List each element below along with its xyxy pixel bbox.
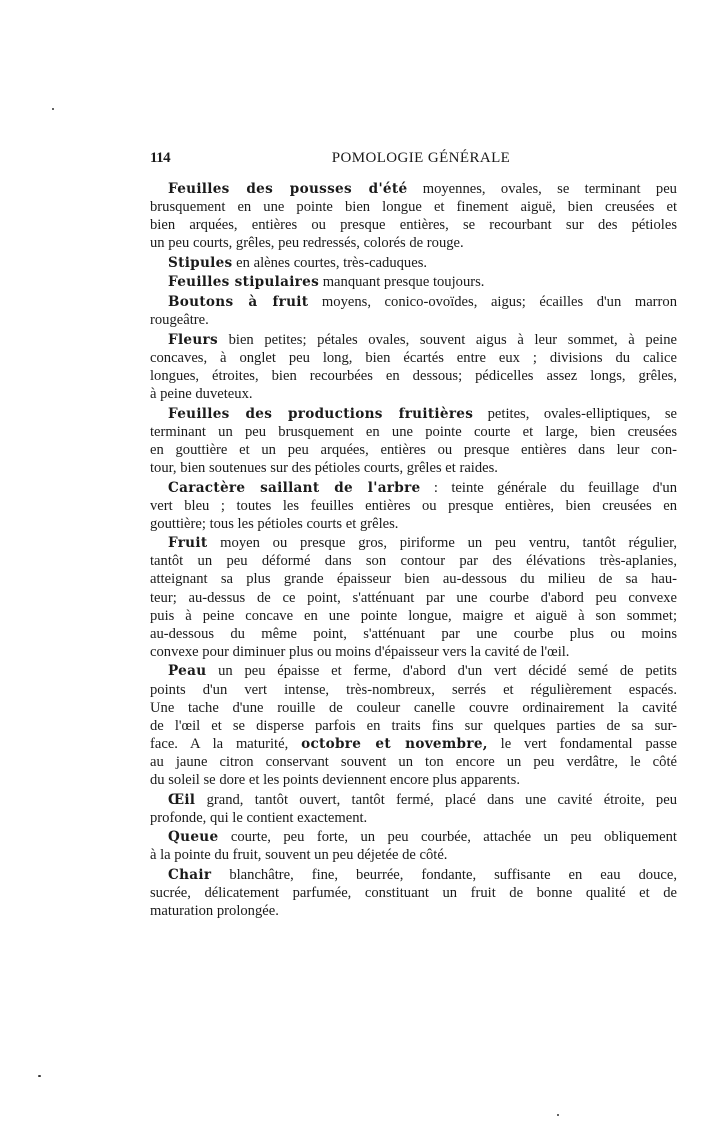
text-line bbox=[150, 662, 677, 680]
text-line bbox=[150, 846, 677, 864]
text-line bbox=[150, 717, 677, 735]
text-line bbox=[150, 699, 677, 717]
text-line bbox=[150, 459, 677, 477]
text-line bbox=[150, 643, 677, 661]
text-line bbox=[150, 385, 677, 403]
text-line bbox=[150, 884, 677, 902]
text-line bbox=[150, 809, 677, 827]
text-line bbox=[150, 534, 677, 552]
text-run: bien arquées, entières ou presque entières, se recourbant sur des pétioles bbox=[150, 217, 677, 234]
text-run: un peu courts, grêles, peu redressés, colorés de rouge. bbox=[150, 235, 464, 252]
paragraph-œil bbox=[150, 791, 677, 827]
text-line bbox=[150, 273, 677, 291]
text-run: en gouttière et un peu arquées, entières ou presque entières dans leur con- bbox=[150, 441, 677, 458]
text-run: : teinte générale du feuillage d'un bbox=[420, 479, 677, 496]
paragraph-fruit bbox=[150, 534, 677, 661]
text-line bbox=[150, 311, 677, 329]
text-run: à peine duveteux. bbox=[150, 386, 253, 403]
text-run: au jaune citron conservant souvent un ton encore un peu verdâtre, le côté bbox=[150, 753, 677, 770]
text-run: de l'œil et se disperse parfois en traits fins sur quelques parties de sa sur- bbox=[150, 717, 677, 734]
scan-speck bbox=[52, 108, 54, 110]
bold-term: Fleurs bbox=[168, 331, 218, 348]
running-title: POMOLOGIE GÉNÉRALE bbox=[331, 150, 511, 166]
text-line bbox=[150, 570, 677, 588]
bold-term: Caractère saillant de l'arbre bbox=[168, 479, 421, 496]
bold-term: Œil bbox=[168, 791, 196, 808]
text-line bbox=[150, 681, 677, 699]
text-line bbox=[150, 552, 677, 570]
text-run: moyen ou presque gros, piriforme un peu ventru, tantôt régulier, bbox=[207, 535, 677, 552]
paragraph-feuilles-des-productions-fruitières bbox=[150, 405, 677, 477]
text-run: maturation prolongée. bbox=[150, 903, 279, 920]
text-run: à la pointe du fruit, souvent un peu déjetée de côté. bbox=[150, 847, 448, 864]
text-line bbox=[150, 479, 677, 497]
text-line bbox=[150, 828, 677, 846]
text-run: concaves, à onglet peu long, bien écartés entre eux ; divisions du calice bbox=[150, 349, 677, 366]
paragraph-boutons-à-fruit bbox=[150, 293, 677, 329]
text-run: grand, tantôt ouvert, tantôt fermé, placé dans une cavité étroite, peu bbox=[195, 791, 677, 808]
paragraph-chair bbox=[150, 866, 677, 920]
text-run: terminant un peu brusquement en une pointe courte et large, bien creusées bbox=[150, 423, 677, 440]
text-line bbox=[150, 180, 677, 198]
bold-term: Feuilles des productions fruitières bbox=[168, 405, 474, 422]
text-line bbox=[150, 405, 677, 423]
text-run: bien petites; pétales ovales, souvent aigus à leur sommet, à peine bbox=[217, 331, 677, 348]
paragraph-stipules bbox=[150, 254, 677, 272]
bold-term: Fruit bbox=[168, 535, 208, 552]
paragraph-fleurs bbox=[150, 331, 677, 403]
text-line bbox=[150, 625, 677, 643]
text-run: courte, peu forte, un peu courbée, attachée un peu obliquement bbox=[218, 829, 677, 846]
text-run: sucrée, délicatement parfumée, constituant un fruit de bonne qualité et de bbox=[150, 885, 677, 902]
text-run: teur; au-dessus de ce point, s'atténuant par une courbe d'abord peu convexe bbox=[150, 589, 677, 606]
page-number: 114 bbox=[150, 150, 171, 166]
running-header bbox=[150, 150, 678, 170]
scan-speck bbox=[38, 1075, 41, 1077]
paragraph-queue bbox=[150, 828, 677, 864]
text-run: gouttière; tous les pétioles courts et grêles. bbox=[150, 515, 399, 532]
body-text bbox=[150, 180, 677, 922]
text-run: brusquement en une pointe bien longue et finement aiguë, bien creusées et bbox=[150, 199, 677, 216]
text-run: tantôt un peu déformé dans son contour par des élévations très-aplanies, bbox=[150, 553, 677, 570]
bold-term: Chair bbox=[168, 866, 212, 883]
text-run: moyens, conico-ovoïdes, aigus; écailles d'un marron bbox=[308, 294, 677, 311]
text-run: un peu épaisse et ferme, d'abord d'un vert décidé semé de petits bbox=[206, 663, 677, 680]
text-run: rougeâtre. bbox=[150, 312, 209, 329]
text-line bbox=[150, 589, 677, 607]
bold-term: octobre et novembre, bbox=[301, 735, 488, 752]
text-line bbox=[150, 216, 677, 234]
bold-term: Peau bbox=[168, 663, 207, 680]
text-run: manquant presque toujours. bbox=[319, 274, 485, 291]
text-run: petites, ovales-elliptiques, se bbox=[473, 405, 678, 422]
bold-term: Feuilles des pousses d'été bbox=[168, 181, 408, 197]
text-line bbox=[150, 497, 677, 515]
text-run: convexe pour diminuer plus ou moins d'épaisseur vers la cavité de l'œil. bbox=[150, 643, 570, 660]
text-run: vert bleu ; toutes les feuilles entières ou presque entières, bien creusées en bbox=[150, 497, 677, 514]
text-run: au-dessous du même point, s'atténuant par une courbe plus ou moins bbox=[150, 625, 677, 642]
text-run: en alènes courtes, très-caduques. bbox=[232, 254, 428, 271]
text-line bbox=[150, 254, 677, 272]
text-line bbox=[150, 349, 677, 367]
text-line bbox=[150, 198, 677, 216]
text-line bbox=[150, 423, 677, 441]
scan-speck bbox=[557, 1114, 559, 1116]
text-run: tour, bien soutenues sur des pétioles courts, grêles et raides. bbox=[150, 459, 498, 476]
text-run: Une tache d'une rouille de couleur canelle couvre ordinairement la cavité bbox=[150, 699, 677, 716]
text-line bbox=[150, 771, 677, 789]
bold-term: Feuilles stipulaires bbox=[168, 274, 320, 291]
text-run: le vert fondamental passe bbox=[487, 735, 677, 752]
text-line bbox=[150, 234, 677, 252]
text-run: blanchâtre, fine, beurrée, fondante, suffisante en eau douce, bbox=[211, 866, 677, 883]
text-run: moyennes, ovales, se terminant peu bbox=[407, 181, 677, 197]
bold-term: Queue bbox=[168, 829, 219, 846]
text-run: longues, étroites, bien recourbées en dessous; pédicelles assez longs, grêles, bbox=[150, 367, 677, 384]
text-run: du soleil se dore et les points deviennent encore plus apparents. bbox=[150, 772, 521, 788]
text-run: atteignant sa plus grande épaisseur bien au-dessous du milieu de sa hau- bbox=[150, 571, 677, 588]
text-run: points d'un vert intense, très-nombreux, serrés et régulièrement espacés. bbox=[150, 681, 677, 698]
text-run: face. A la maturité, bbox=[150, 735, 302, 752]
text-line bbox=[150, 902, 677, 920]
text-line bbox=[150, 515, 677, 533]
text-run: puis à peine concave en une pointe longue, maigre et aiguë à son sommet; bbox=[150, 607, 677, 624]
text-line bbox=[150, 607, 677, 625]
text-line bbox=[150, 866, 677, 884]
paragraph-feuilles-stipulaires bbox=[150, 273, 677, 291]
text-run: profonde, qui le contient exactement. bbox=[150, 809, 368, 826]
bold-term: Boutons à fruit bbox=[168, 294, 309, 311]
text-line bbox=[150, 791, 677, 809]
text-line bbox=[150, 367, 677, 385]
text-line bbox=[150, 441, 677, 459]
paragraph-caractère-saillant-de-l-arbre bbox=[150, 479, 677, 533]
text-line bbox=[150, 735, 677, 753]
text-line bbox=[150, 331, 677, 349]
text-line bbox=[150, 753, 677, 771]
paragraph-feuilles-des-pousses-d-été bbox=[150, 180, 677, 252]
bold-term: Stipules bbox=[168, 254, 233, 271]
paragraph-peau bbox=[150, 662, 677, 789]
text-line bbox=[150, 293, 677, 311]
